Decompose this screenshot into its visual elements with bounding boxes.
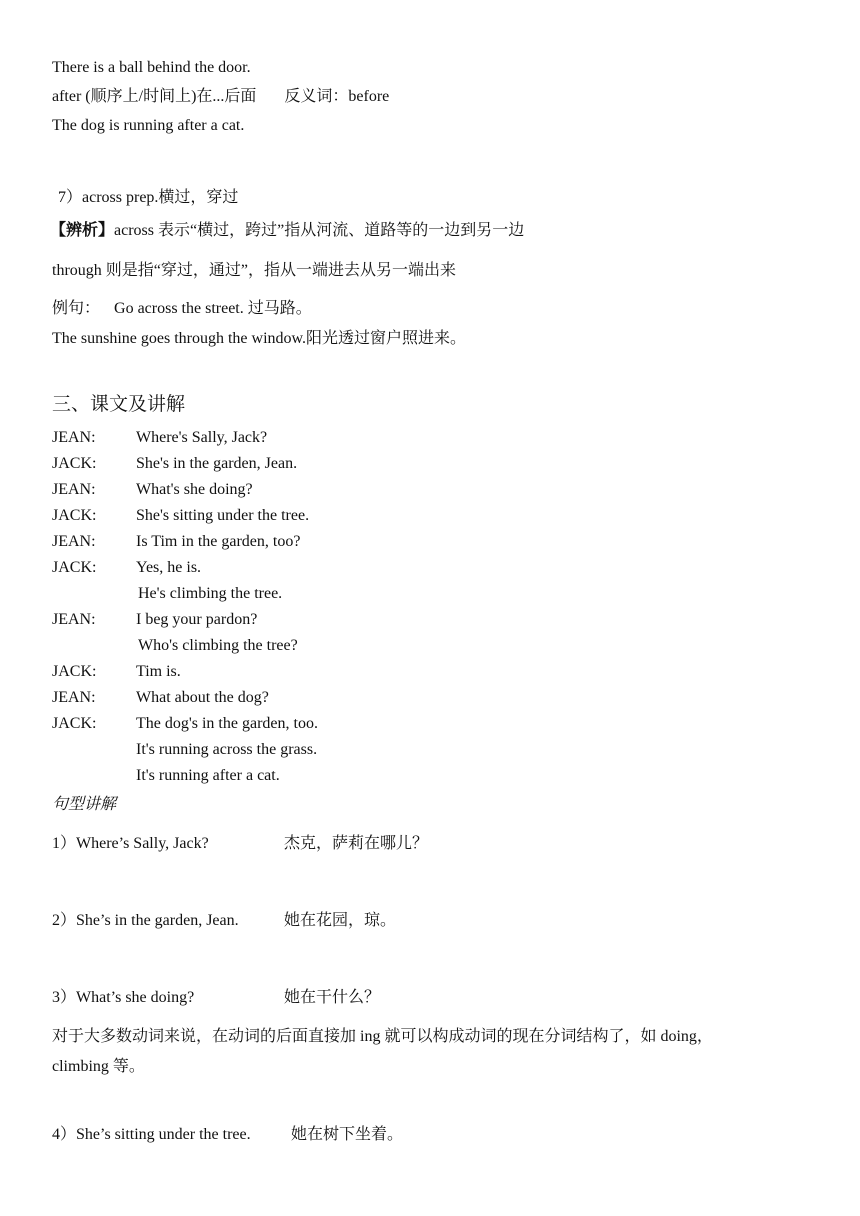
dialogue-line: It's running across the grass. [136, 741, 318, 758]
dialogue-line: Tim is. [136, 663, 181, 680]
example-label: 例句： [52, 300, 101, 317]
dialogue-line: The dog's in the garden, too. [136, 715, 318, 732]
vocab-across-title: 7）across prep.横过，穿过 [58, 189, 239, 206]
dialogue-speaker: JEAN: [52, 533, 96, 550]
after-antonym: 反义词：before [284, 88, 390, 105]
dialogue-speaker: JACK: [52, 507, 97, 524]
dialogue-speaker: JEAN: [52, 611, 96, 628]
sentence-dog-running-after-cat: The dog is running after a cat. [52, 117, 245, 134]
dialogue-line: What's she doing? [136, 481, 253, 498]
dialogue-speaker: JEAN: [52, 689, 96, 706]
dialogue-speaker: JACK: [52, 715, 97, 732]
analysis-across-text: across 表示“横过，跨过”指从河流、道路等的一边到另一边 [114, 222, 525, 239]
pattern-1-english: 1）Where’s Sally, Jack? [52, 835, 209, 852]
example-sunshine-window: The sunshine goes through the window.阳光透过窗户照进来。 [52, 330, 467, 347]
ing-note-line-1: 对于大多数动词来说，在动词的后面直接加 ing 就可以构成动词的现在分词结构了，如 doing， [52, 1028, 713, 1045]
dialogue-speaker: JACK: [52, 559, 97, 576]
dialogue-line: She's in the garden, Jean. [136, 455, 298, 472]
dialogue-line: It's running after a cat. [136, 767, 280, 784]
analysis-tag: 【辨析】 [50, 222, 115, 239]
dialogue-line: Yes, he is. [136, 559, 202, 576]
analysis-through-text: through 则是指“穿过，通过”，指从一端进去从另一端出来 [52, 262, 456, 279]
pattern-3-english: 3）What’s she doing? [52, 989, 195, 1006]
after-meaning: after (顺序上/时间上)在...后面 [52, 88, 257, 105]
pattern-4-english: 4）She’s sitting under the tree. [52, 1126, 251, 1143]
dialogue-speaker: JEAN: [52, 429, 96, 446]
section-heading-text-and-explanation: 三、课文及讲解 [52, 394, 186, 415]
dialogue-line: He's climbing the tree. [138, 585, 283, 602]
example-across-street: Go across the street. 过马路。 [114, 300, 312, 317]
dialogue-line: I beg your pardon? [136, 611, 258, 628]
dialogue-line: She's sitting under the tree. [136, 507, 310, 524]
example-sentence-1 [52, 299, 312, 319]
analysis-across [50, 221, 524, 241]
dialogue-line: Is Tim in the garden, too? [136, 533, 301, 550]
dialogue-speaker: JACK: [52, 455, 97, 472]
sentence-ball-behind-door: There is a ball behind the door. [52, 59, 251, 76]
pattern-2-chinese: 她在花园，琼。 [284, 912, 397, 929]
pattern-2-english: 2）She’s in the garden, Jean. [52, 912, 239, 929]
after-definition [52, 87, 389, 107]
dialogue-line: What about the dog? [136, 689, 269, 706]
dialogue-speaker: JACK: [52, 663, 97, 680]
pattern-3-chinese: 她在干什么？ [284, 989, 381, 1006]
ing-note-line-2: climbing 等。 [52, 1058, 145, 1075]
pattern-4-chinese: 她在树下坐着。 [291, 1126, 404, 1143]
pattern-1-chinese: 杰克，萨莉在哪儿？ [284, 835, 429, 852]
dialogue-line: Who's climbing the tree? [138, 637, 298, 654]
dialogue-line: Where's Sally, Jack? [136, 429, 268, 446]
dialogue-speaker: JEAN: [52, 481, 96, 498]
pattern-heading: 句型讲解 [52, 796, 117, 813]
